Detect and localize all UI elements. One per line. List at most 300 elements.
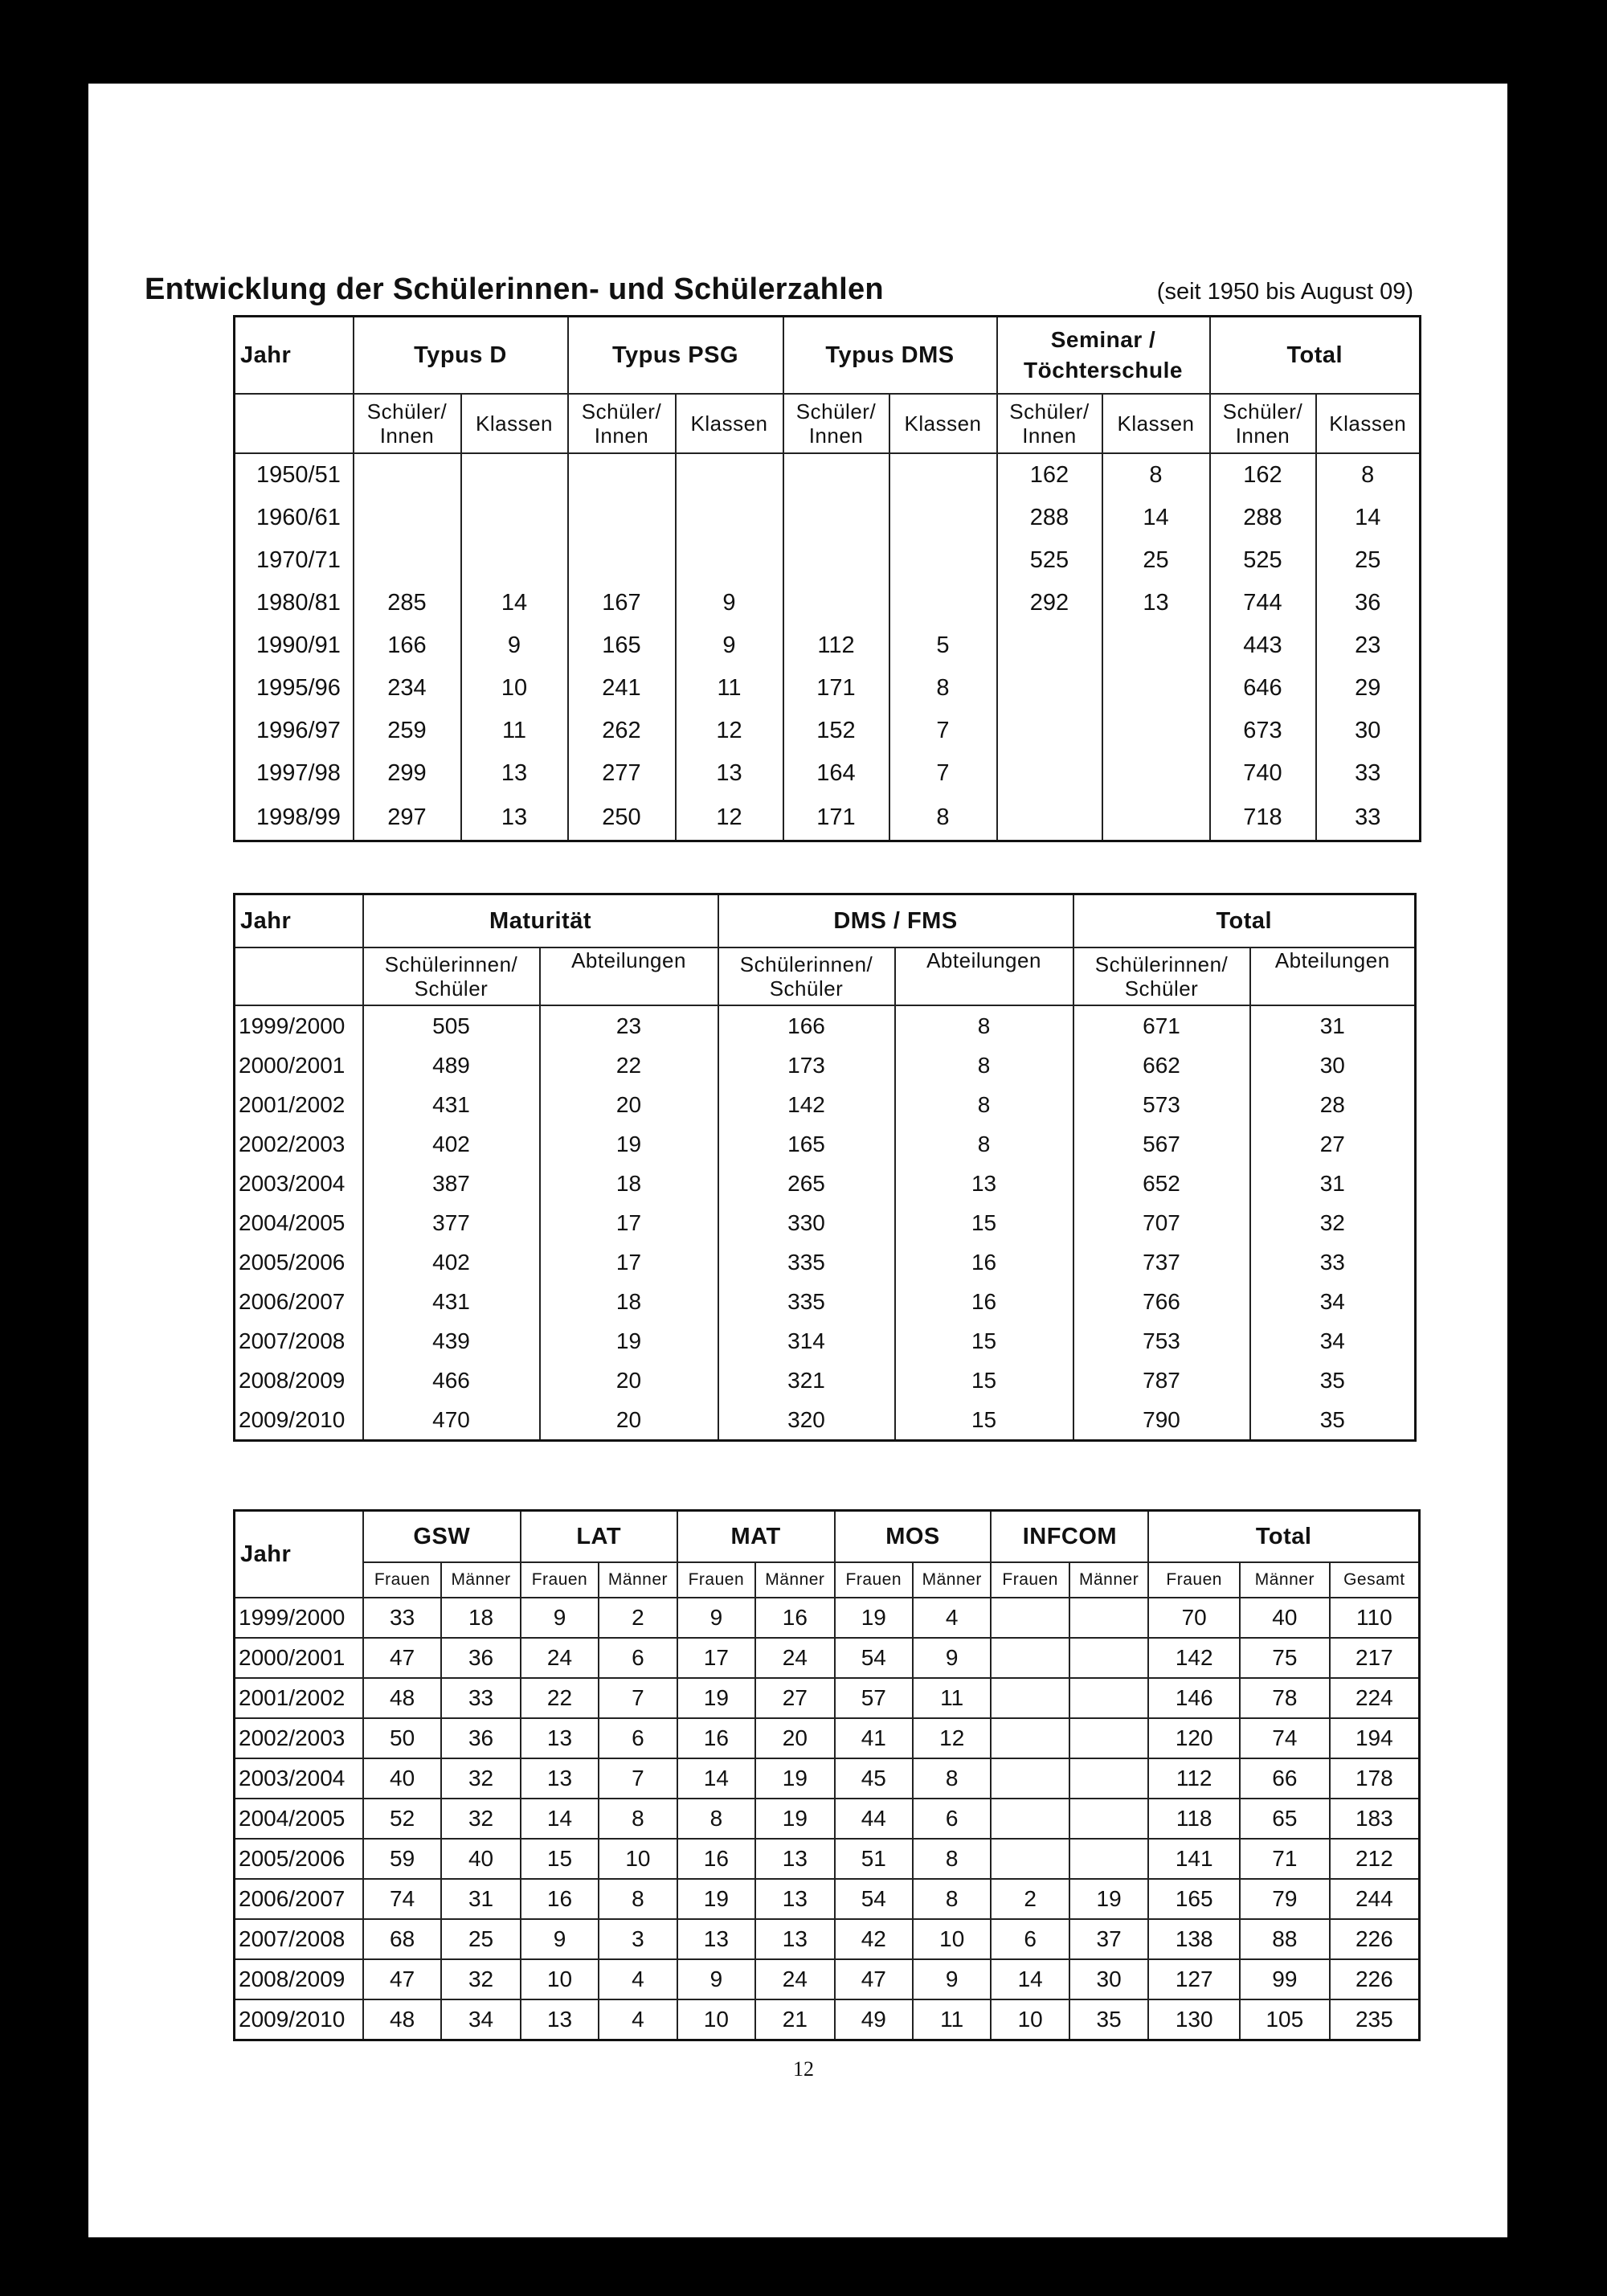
value-cell: 36: [1316, 582, 1421, 624]
table-row: [235, 539, 1421, 582]
value-cell: 13: [755, 1879, 834, 1919]
value-cell: 32: [1250, 1203, 1416, 1242]
value-cell: 70: [1148, 1598, 1240, 1638]
page-subtitle: (seit 1950 bis August 09): [1156, 279, 1413, 305]
value-cell: 41: [835, 1718, 913, 1758]
value-cell: 19: [677, 1879, 755, 1919]
value-cell: 707: [1073, 1203, 1250, 1242]
subheader-men: Männer: [1240, 1562, 1330, 1598]
subheader-men: Männer: [441, 1562, 520, 1598]
value-cell: 48: [363, 1999, 441, 2040]
value-cell: 54: [835, 1879, 913, 1919]
table-row: [235, 1282, 1416, 1321]
value-cell: 320: [718, 1400, 895, 1441]
value-cell: 8: [1316, 453, 1421, 497]
value-cell: 15: [895, 1400, 1073, 1441]
value-cell: [1069, 1758, 1148, 1799]
value-cell: 2: [991, 1879, 1069, 1919]
value-cell: 165: [568, 624, 676, 667]
value-cell: 19: [1069, 1879, 1148, 1919]
table-row: [235, 1321, 1416, 1361]
value-cell: 34: [1250, 1282, 1416, 1321]
value-cell: 10: [521, 1959, 599, 1999]
value-cell: 18: [441, 1598, 520, 1638]
subheader-men: Männer: [755, 1562, 834, 1598]
value-cell: [997, 752, 1102, 795]
table-row: [235, 1879, 1420, 1919]
group-header: GSW: [363, 1511, 521, 1563]
page-number: 12: [793, 2057, 814, 2081]
subheader-women: Frauen: [1148, 1562, 1240, 1598]
value-cell: 431: [363, 1085, 540, 1124]
value-cell: 573: [1073, 1085, 1250, 1124]
value-cell: [889, 453, 997, 497]
value-cell: 32: [441, 1758, 520, 1799]
value-cell: 16: [755, 1598, 834, 1638]
year-cell: 2004/2005: [235, 1203, 363, 1242]
value-cell: 30: [1250, 1046, 1416, 1085]
value-cell: 142: [1148, 1638, 1240, 1678]
subheader-departments: Abteilungen: [540, 947, 718, 1005]
value-cell: [997, 795, 1102, 841]
value-cell: 20: [540, 1400, 718, 1441]
value-cell: [997, 667, 1102, 710]
year-header: Jahr: [235, 894, 363, 948]
value-cell: 15: [895, 1321, 1073, 1361]
value-cell: 99: [1240, 1959, 1330, 1999]
value-cell: 33: [1316, 752, 1421, 795]
value-cell: 19: [835, 1598, 913, 1638]
value-cell: 8: [895, 1046, 1073, 1085]
year-cell: 1980/81: [235, 582, 354, 624]
value-cell: 10: [461, 667, 568, 710]
value-cell: 265: [718, 1164, 895, 1203]
value-cell: 13: [676, 752, 783, 795]
year-cell: 1970/71: [235, 539, 354, 582]
year-cell: 2005/2006: [235, 1839, 363, 1879]
year-cell: 2006/2007: [235, 1879, 363, 1919]
value-cell: 277: [568, 752, 676, 795]
value-cell: 165: [1148, 1879, 1240, 1919]
subheader-total: Gesamt: [1330, 1562, 1420, 1598]
value-cell: 110: [1330, 1598, 1420, 1638]
value-cell: [676, 539, 783, 582]
value-cell: 16: [895, 1242, 1073, 1282]
value-cell: 31: [441, 1879, 520, 1919]
table-subheader-row: [235, 947, 1416, 1005]
value-cell: 25: [1316, 539, 1421, 582]
value-cell: 18: [540, 1282, 718, 1321]
value-cell: 14: [1316, 497, 1421, 539]
value-cell: 162: [1210, 453, 1316, 497]
subheader-classes: Klassen: [676, 394, 783, 453]
value-cell: 7: [599, 1758, 677, 1799]
table-subheader-row: [235, 394, 1421, 453]
subheader-women: Frauen: [521, 1562, 599, 1598]
value-cell: 16: [677, 1839, 755, 1879]
table-row: [235, 1959, 1420, 1999]
value-cell: [997, 710, 1102, 752]
value-cell: 262: [568, 710, 676, 752]
year-cell: 2001/2002: [235, 1678, 363, 1718]
value-cell: 20: [540, 1361, 718, 1400]
value-cell: 13: [677, 1919, 755, 1959]
value-cell: 13: [755, 1919, 834, 1959]
table-1999-2010-departments: [233, 893, 1417, 1442]
value-cell: 8: [889, 667, 997, 710]
value-cell: [461, 453, 568, 497]
year-cell: 1999/2000: [235, 1005, 363, 1046]
table-row: [235, 1124, 1416, 1164]
table-header-row: [235, 1511, 1420, 1563]
value-cell: 44: [835, 1799, 913, 1839]
value-cell: 12: [676, 795, 783, 841]
group-header: Typus PSG: [568, 317, 783, 395]
value-cell: 35: [1250, 1361, 1416, 1400]
value-cell: 9: [676, 624, 783, 667]
value-cell: 14: [521, 1799, 599, 1839]
value-cell: 6: [991, 1919, 1069, 1959]
value-cell: 321: [718, 1361, 895, 1400]
value-cell: 288: [997, 497, 1102, 539]
value-cell: [1069, 1678, 1148, 1718]
value-cell: 8: [913, 1758, 991, 1799]
subheader-students: Schüler/ Innen: [568, 394, 676, 453]
value-cell: 54: [835, 1638, 913, 1678]
value-cell: 47: [835, 1959, 913, 1999]
table-row: [235, 624, 1421, 667]
subheader-men: Männer: [1069, 1562, 1148, 1598]
value-cell: 171: [783, 667, 889, 710]
year-cell: 2002/2003: [235, 1718, 363, 1758]
value-cell: 8: [1102, 453, 1210, 497]
value-cell: 48: [363, 1678, 441, 1718]
value-cell: 212: [1330, 1839, 1420, 1879]
value-cell: 37: [1069, 1919, 1148, 1959]
value-cell: 66: [1240, 1758, 1330, 1799]
value-cell: 13: [461, 752, 568, 795]
value-cell: 14: [677, 1758, 755, 1799]
year-cell: 2007/2008: [235, 1321, 363, 1361]
value-cell: 45: [835, 1758, 913, 1799]
value-cell: 7: [599, 1678, 677, 1718]
value-cell: 20: [755, 1718, 834, 1758]
value-cell: 166: [718, 1005, 895, 1046]
value-cell: 165: [718, 1124, 895, 1164]
value-cell: 241: [568, 667, 676, 710]
value-cell: 74: [1240, 1718, 1330, 1758]
value-cell: 75: [1240, 1638, 1330, 1678]
group-header: Total: [1148, 1511, 1419, 1563]
value-cell: 27: [1250, 1124, 1416, 1164]
table-row: [235, 1046, 1416, 1085]
value-cell: 4: [599, 1999, 677, 2040]
value-cell: 33: [441, 1678, 520, 1718]
value-cell: 17: [540, 1203, 718, 1242]
value-cell: 9: [521, 1919, 599, 1959]
value-cell: 24: [755, 1959, 834, 1999]
value-cell: 19: [755, 1758, 834, 1799]
subheader-women: Frauen: [363, 1562, 441, 1598]
value-cell: [1102, 710, 1210, 752]
table-row: [235, 1361, 1416, 1400]
value-cell: [889, 497, 997, 539]
table-row: [235, 582, 1421, 624]
year-cell: 2003/2004: [235, 1164, 363, 1203]
value-cell: 57: [835, 1678, 913, 1718]
value-cell: [354, 453, 461, 497]
table-row: [235, 752, 1421, 795]
value-cell: 74: [363, 1879, 441, 1919]
value-cell: 40: [1240, 1598, 1330, 1638]
value-cell: 21: [755, 1999, 834, 2040]
year-header: Jahr: [235, 1511, 363, 1598]
table-row: [235, 1085, 1416, 1124]
value-cell: 15: [895, 1203, 1073, 1242]
value-cell: 164: [783, 752, 889, 795]
table-row: [235, 1400, 1416, 1441]
year-cell: 2009/2010: [235, 1400, 363, 1441]
year-cell: 2008/2009: [235, 1361, 363, 1400]
value-cell: 68: [363, 1919, 441, 1959]
value-cell: [991, 1598, 1069, 1638]
value-cell: 250: [568, 795, 676, 841]
subheader-women: Frauen: [677, 1562, 755, 1598]
table-body: [235, 1598, 1420, 2040]
group-header: Seminar / Töchterschule: [997, 317, 1210, 395]
group-header: Maturität: [363, 894, 718, 948]
value-cell: 17: [677, 1638, 755, 1678]
value-cell: 8: [913, 1879, 991, 1919]
value-cell: 29: [1316, 667, 1421, 710]
value-cell: 33: [1250, 1242, 1416, 1282]
value-cell: 78: [1240, 1678, 1330, 1718]
value-cell: 8: [895, 1124, 1073, 1164]
group-header: MOS: [835, 1511, 992, 1563]
group-header: Total: [1210, 317, 1421, 395]
value-cell: [1102, 624, 1210, 667]
value-cell: 13: [521, 1758, 599, 1799]
value-cell: 146: [1148, 1678, 1240, 1718]
value-cell: 4: [599, 1959, 677, 1999]
value-cell: 466: [363, 1361, 540, 1400]
value-cell: 173: [718, 1046, 895, 1085]
value-cell: 525: [997, 539, 1102, 582]
subheader-classes: Klassen: [1316, 394, 1421, 453]
value-cell: 34: [1250, 1321, 1416, 1361]
table-row: [235, 1005, 1416, 1046]
value-cell: 59: [363, 1839, 441, 1879]
value-cell: 470: [363, 1400, 540, 1441]
value-cell: 8: [913, 1839, 991, 1879]
value-cell: 3: [599, 1919, 677, 1959]
value-cell: 766: [1073, 1282, 1250, 1321]
empty-header-cell: [235, 394, 354, 453]
subheader-departments: Abteilungen: [895, 947, 1073, 1005]
year-cell: 2000/2001: [235, 1638, 363, 1678]
value-cell: 118: [1148, 1799, 1240, 1839]
value-cell: 2: [599, 1598, 677, 1638]
value-cell: 12: [676, 710, 783, 752]
value-cell: 36: [441, 1638, 520, 1678]
year-cell: 2002/2003: [235, 1124, 363, 1164]
value-cell: 718: [1210, 795, 1316, 841]
value-cell: 285: [354, 582, 461, 624]
group-header: INFCOM: [991, 1511, 1148, 1563]
value-cell: 744: [1210, 582, 1316, 624]
value-cell: 8: [889, 795, 997, 841]
subheader-men: Männer: [599, 1562, 677, 1598]
value-cell: [991, 1638, 1069, 1678]
table-1999-2010-gender: [233, 1509, 1421, 2041]
value-cell: 19: [540, 1321, 718, 1361]
value-cell: 439: [363, 1321, 540, 1361]
value-cell: 787: [1073, 1361, 1250, 1400]
table-row: [235, 667, 1421, 710]
value-cell: 9: [913, 1638, 991, 1678]
value-cell: 6: [599, 1718, 677, 1758]
value-cell: 31: [1250, 1164, 1416, 1203]
value-cell: 65: [1240, 1799, 1330, 1839]
value-cell: 12: [913, 1718, 991, 1758]
value-cell: 505: [363, 1005, 540, 1046]
value-cell: 27: [755, 1678, 834, 1718]
value-cell: 50: [363, 1718, 441, 1758]
value-cell: 120: [1148, 1718, 1240, 1758]
value-cell: 9: [677, 1959, 755, 1999]
subheader-students: Schülerinnen/ Schüler: [363, 947, 540, 1005]
value-cell: 6: [599, 1638, 677, 1678]
value-cell: [783, 453, 889, 497]
year-header: Jahr: [235, 317, 354, 395]
value-cell: 292: [997, 582, 1102, 624]
value-cell: 7: [889, 752, 997, 795]
value-cell: 6: [913, 1799, 991, 1839]
value-cell: 7: [889, 710, 997, 752]
value-cell: [783, 539, 889, 582]
value-cell: 13: [895, 1164, 1073, 1203]
year-cell: 1950/51: [235, 453, 354, 497]
table-row: [235, 795, 1421, 841]
value-cell: [676, 497, 783, 539]
table-row: [235, 1638, 1420, 1678]
value-cell: 8: [599, 1879, 677, 1919]
value-cell: 194: [1330, 1718, 1420, 1758]
value-cell: 9: [676, 582, 783, 624]
value-cell: 24: [755, 1638, 834, 1678]
value-cell: 431: [363, 1282, 540, 1321]
value-cell: 377: [363, 1203, 540, 1242]
value-cell: 35: [1069, 1999, 1148, 2040]
value-cell: 14: [461, 582, 568, 624]
value-cell: [991, 1758, 1069, 1799]
value-cell: [997, 624, 1102, 667]
subheader-classes: Klassen: [461, 394, 568, 453]
subheader-students: Schüler/ Innen: [783, 394, 889, 453]
value-cell: 171: [783, 795, 889, 841]
subheader-students: Schülerinnen/ Schüler: [1073, 947, 1250, 1005]
value-cell: 15: [521, 1839, 599, 1879]
value-cell: 42: [835, 1919, 913, 1959]
value-cell: [991, 1799, 1069, 1839]
value-cell: 567: [1073, 1124, 1250, 1164]
value-cell: 14: [991, 1959, 1069, 1999]
subheader-students: Schüler/ Innen: [1210, 394, 1316, 453]
year-cell: 2007/2008: [235, 1919, 363, 1959]
value-cell: 335: [718, 1242, 895, 1282]
value-cell: [676, 453, 783, 497]
value-cell: 10: [599, 1839, 677, 1879]
value-cell: 16: [677, 1718, 755, 1758]
value-cell: 23: [540, 1005, 718, 1046]
value-cell: [1102, 667, 1210, 710]
value-cell: 17: [540, 1242, 718, 1282]
value-cell: 297: [354, 795, 461, 841]
value-cell: 11: [676, 667, 783, 710]
value-cell: [1069, 1718, 1148, 1758]
value-cell: 36: [441, 1718, 520, 1758]
value-cell: 35: [1250, 1400, 1416, 1441]
value-cell: [354, 497, 461, 539]
table-row: [235, 1203, 1416, 1242]
value-cell: [889, 582, 997, 624]
value-cell: [889, 539, 997, 582]
value-cell: 443: [1210, 624, 1316, 667]
value-cell: 11: [461, 710, 568, 752]
table-subheader-row: [235, 1562, 1420, 1598]
year-cell: 2006/2007: [235, 1282, 363, 1321]
value-cell: 162: [997, 453, 1102, 497]
value-cell: [991, 1718, 1069, 1758]
value-cell: 25: [1102, 539, 1210, 582]
value-cell: [1069, 1839, 1148, 1879]
table-row: [235, 1718, 1420, 1758]
value-cell: 112: [1148, 1758, 1240, 1799]
table-row: [235, 1919, 1420, 1959]
table-header-row: [235, 317, 1421, 395]
value-cell: 127: [1148, 1959, 1240, 1999]
value-cell: 737: [1073, 1242, 1250, 1282]
table-header-row: [235, 894, 1416, 948]
value-cell: 79: [1240, 1879, 1330, 1919]
value-cell: 335: [718, 1282, 895, 1321]
value-cell: 13: [461, 795, 568, 841]
value-cell: 299: [354, 752, 461, 795]
value-cell: 226: [1330, 1919, 1420, 1959]
table-body: [235, 1005, 1416, 1441]
value-cell: 19: [755, 1799, 834, 1839]
value-cell: 9: [521, 1598, 599, 1638]
value-cell: 8: [895, 1005, 1073, 1046]
value-cell: 18: [540, 1164, 718, 1203]
value-cell: 22: [521, 1678, 599, 1718]
value-cell: 330: [718, 1203, 895, 1242]
group-header: MAT: [677, 1511, 835, 1563]
year-cell: 2008/2009: [235, 1959, 363, 1999]
value-cell: 652: [1073, 1164, 1250, 1203]
year-cell: 1997/98: [235, 752, 354, 795]
value-cell: 9: [461, 624, 568, 667]
value-cell: 387: [363, 1164, 540, 1203]
table-row: [235, 453, 1421, 497]
year-cell: 1996/97: [235, 710, 354, 752]
value-cell: [1069, 1799, 1148, 1839]
table-1950-1999: [233, 315, 1421, 842]
value-cell: 235: [1330, 1999, 1420, 2040]
value-cell: 52: [363, 1799, 441, 1839]
value-cell: 40: [363, 1758, 441, 1799]
page-title: Entwicklung der Schülerinnen- und Schülerzahlen: [145, 272, 884, 306]
